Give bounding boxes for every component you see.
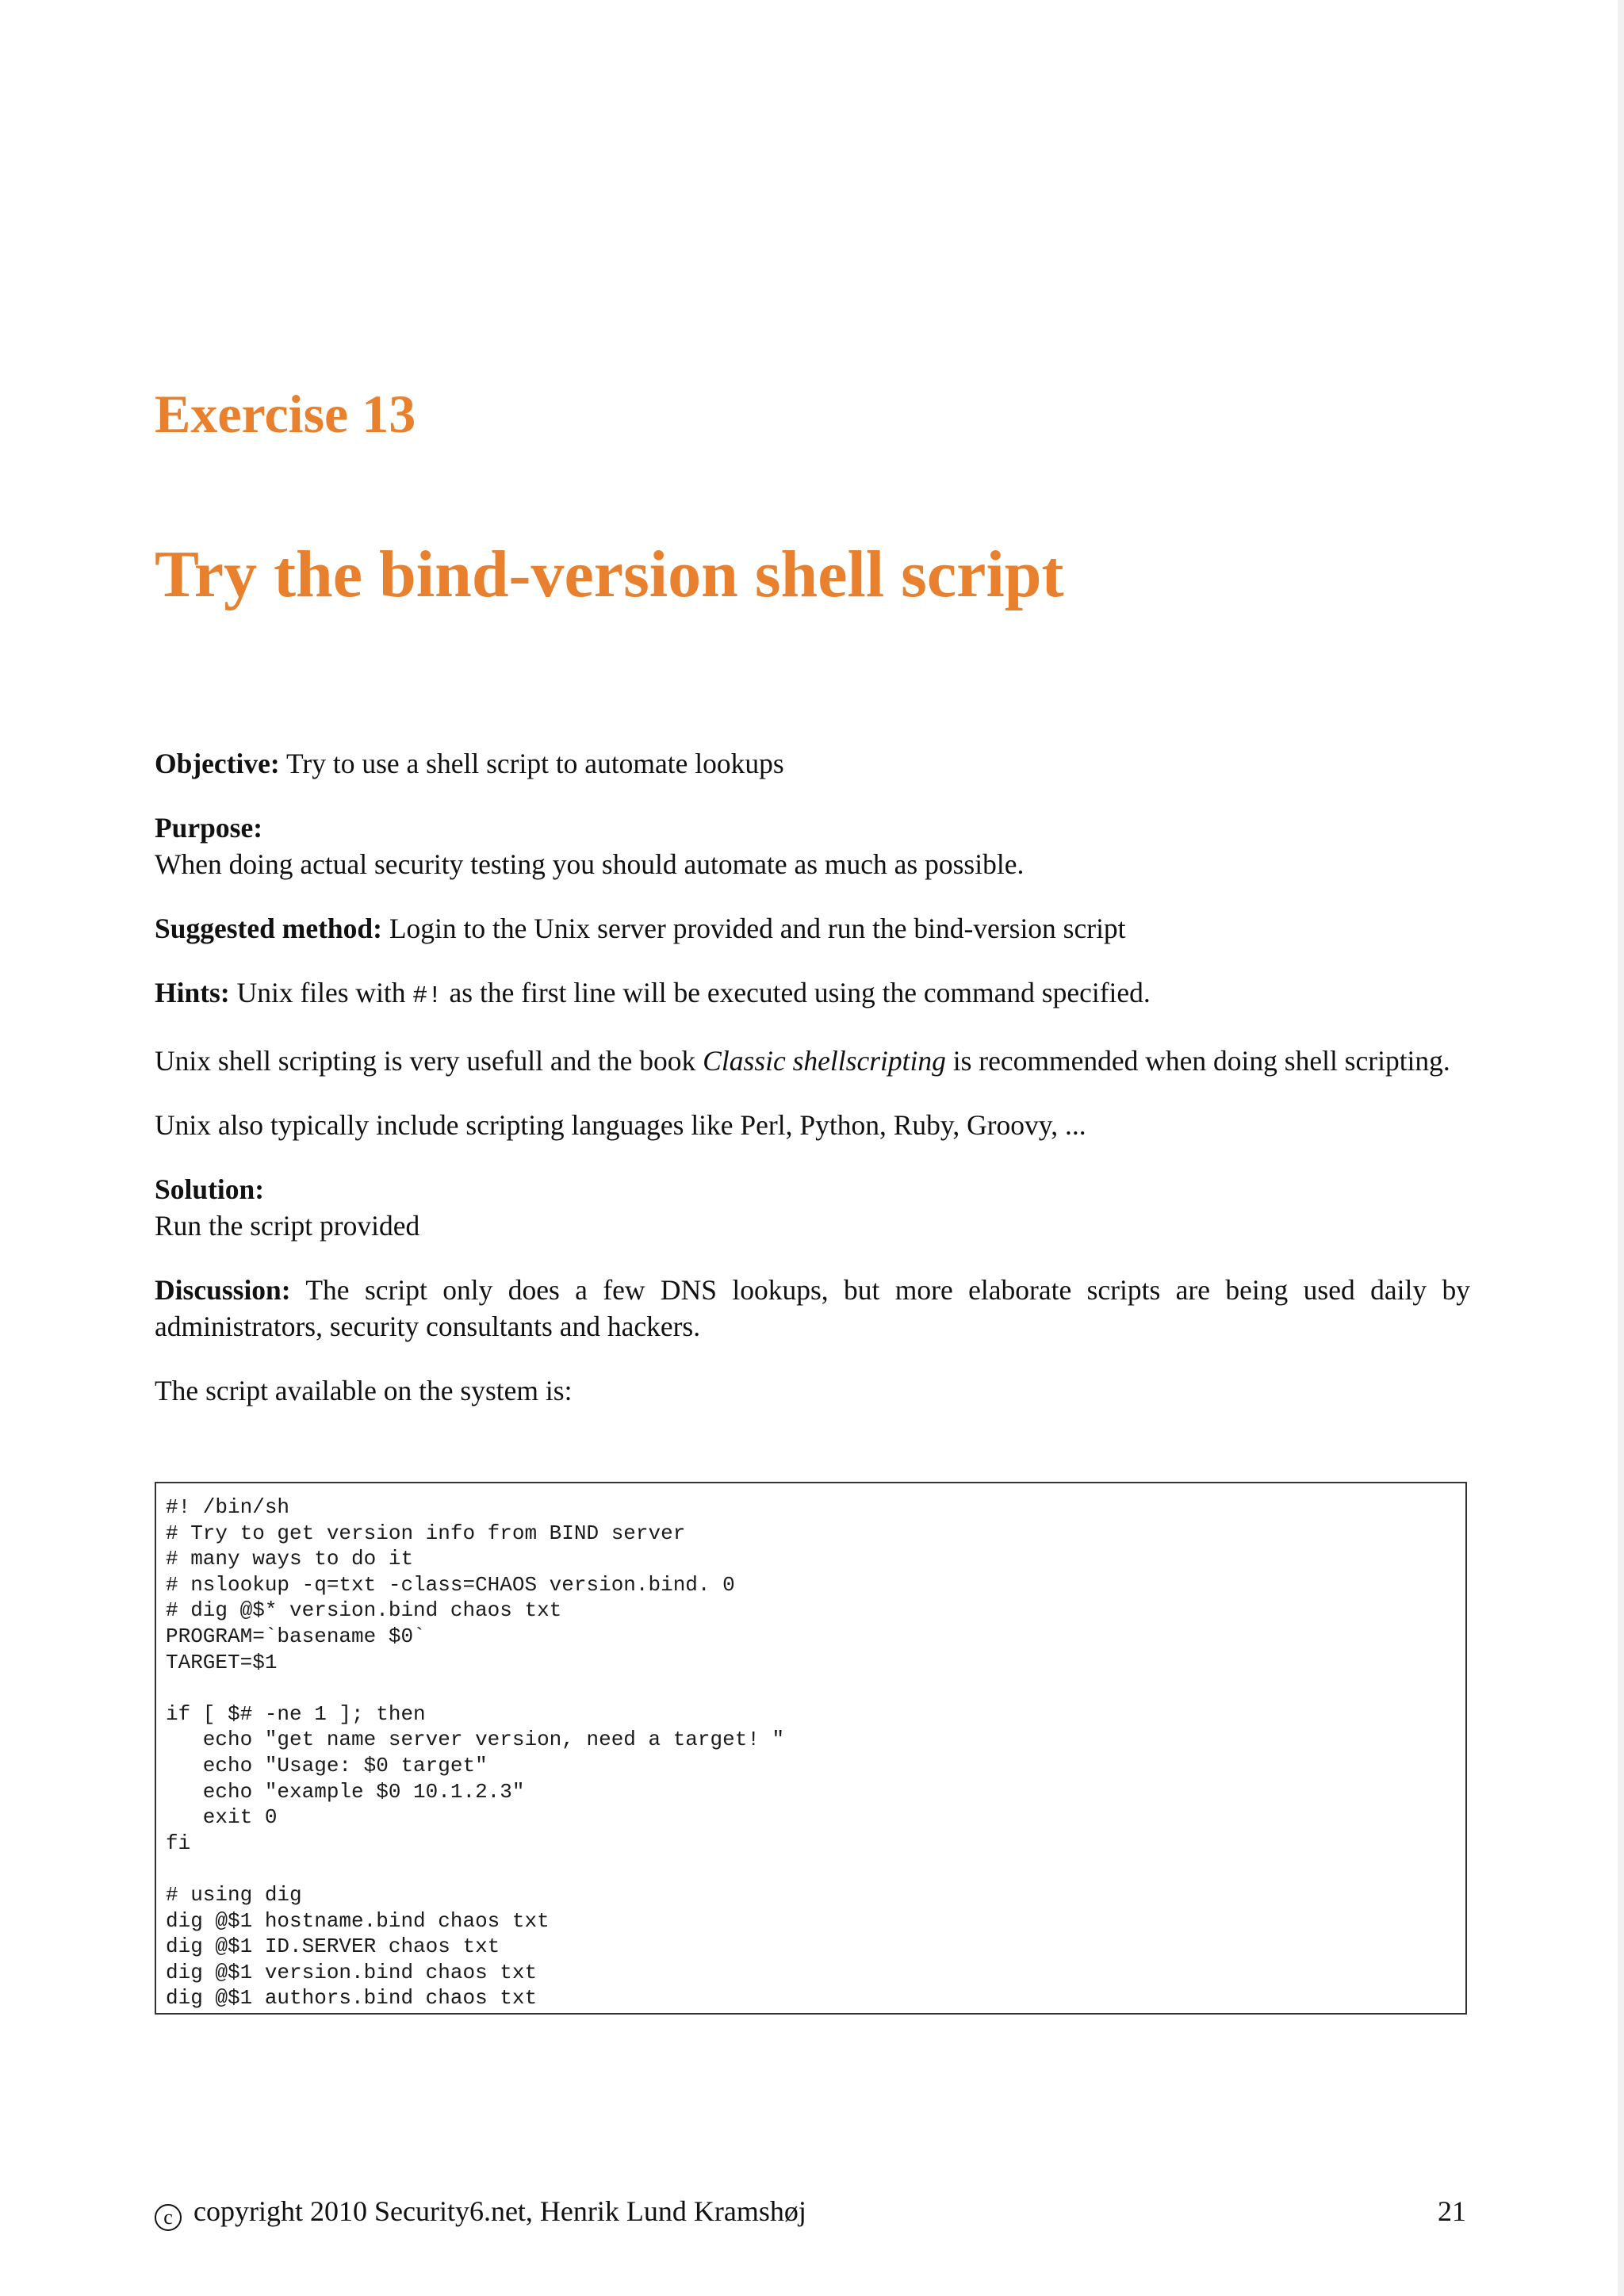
exercise-body (155, 745, 1470, 1437)
scripting-text-before: Unix shell scripting is very usefull and the book (155, 1045, 696, 1077)
shebang-code: #! (412, 982, 442, 1010)
footer-copyright (155, 2193, 806, 2231)
book-title: Classic shellscripting (703, 1045, 946, 1077)
objective-label: Objective: (155, 748, 280, 779)
copyright-icon: c (155, 2204, 182, 2231)
page-number: 21 (1438, 2195, 1466, 2227)
scripting-text-after: is recommended when doing shell scripting. (952, 1045, 1450, 1077)
purpose-label: Purpose: (155, 812, 263, 844)
purpose-text: When doing actual security testing you should automate as much as possible. (155, 848, 1025, 880)
scripting-paragraph (155, 1043, 1470, 1079)
copyright-text: copyright 2010 Security6.net, Henrik Lund Kramshøj (193, 2195, 806, 2227)
purpose-paragraph (155, 809, 1470, 882)
script-intro-paragraph (155, 1372, 1470, 1409)
exercise-number: Exercise 13 (155, 384, 416, 444)
objective-paragraph (155, 745, 1470, 782)
objective-text: Try to use a shell script to automate lookups (285, 748, 784, 779)
method-text: Login to the Unix server provided and run the bind-version script (389, 913, 1126, 944)
languages-paragraph (155, 1107, 1470, 1143)
code-listing-box (155, 1482, 1467, 2015)
solution-text: Run the script provided (155, 1210, 420, 1242)
discussion-label: Discussion: (155, 1274, 291, 1306)
discussion-text: The script only does a few DNS lookups, but more elaborate scripts are being used daily by administrators, security consultants and hackers. (155, 1274, 1470, 1342)
languages-text: Unix also typically include scripting languages like Perl, Python, Ruby, Groovy, ... (155, 1109, 1086, 1141)
exercise-title: Try the bind-version shell script (155, 538, 1064, 611)
method-paragraph (155, 910, 1470, 947)
method-label: Suggested method: (155, 913, 382, 944)
page-edge-strip (1618, 0, 1624, 2296)
hints-text-after: as the first line will be executed using the command specified. (449, 977, 1151, 1008)
code-listing: #! /bin/sh # Try to get version info from BIND server # many ways to do it # nslookup -q=txt -class=CHAOS version.bind. 0 # dig @$* version.bind chaos txt PROGRAM=`basename $0` TARGET=$1 if [ $# -ne 1 ]; then echo "get name server version, need a target! " echo "Usage: $0 target" echo "example $0 10.1.2.3" exit 0 fi # using dig dig @$1 hostname.bind chaos txt dig @$1 ID.SERVER chaos txt dig @$1 version.bind chaos txt dig @$1 authors.bind chaos txt (166, 1495, 785, 2011)
discussion-paragraph (155, 1272, 1470, 1345)
solution-paragraph (155, 1171, 1470, 1244)
solution-label: Solution: (155, 1173, 265, 1205)
hints-paragraph (155, 974, 1470, 1015)
hints-text-before: Unix files with (236, 977, 406, 1008)
script-intro-text: The script available on the system is: (155, 1375, 573, 1406)
hints-label: Hints: (155, 977, 230, 1008)
